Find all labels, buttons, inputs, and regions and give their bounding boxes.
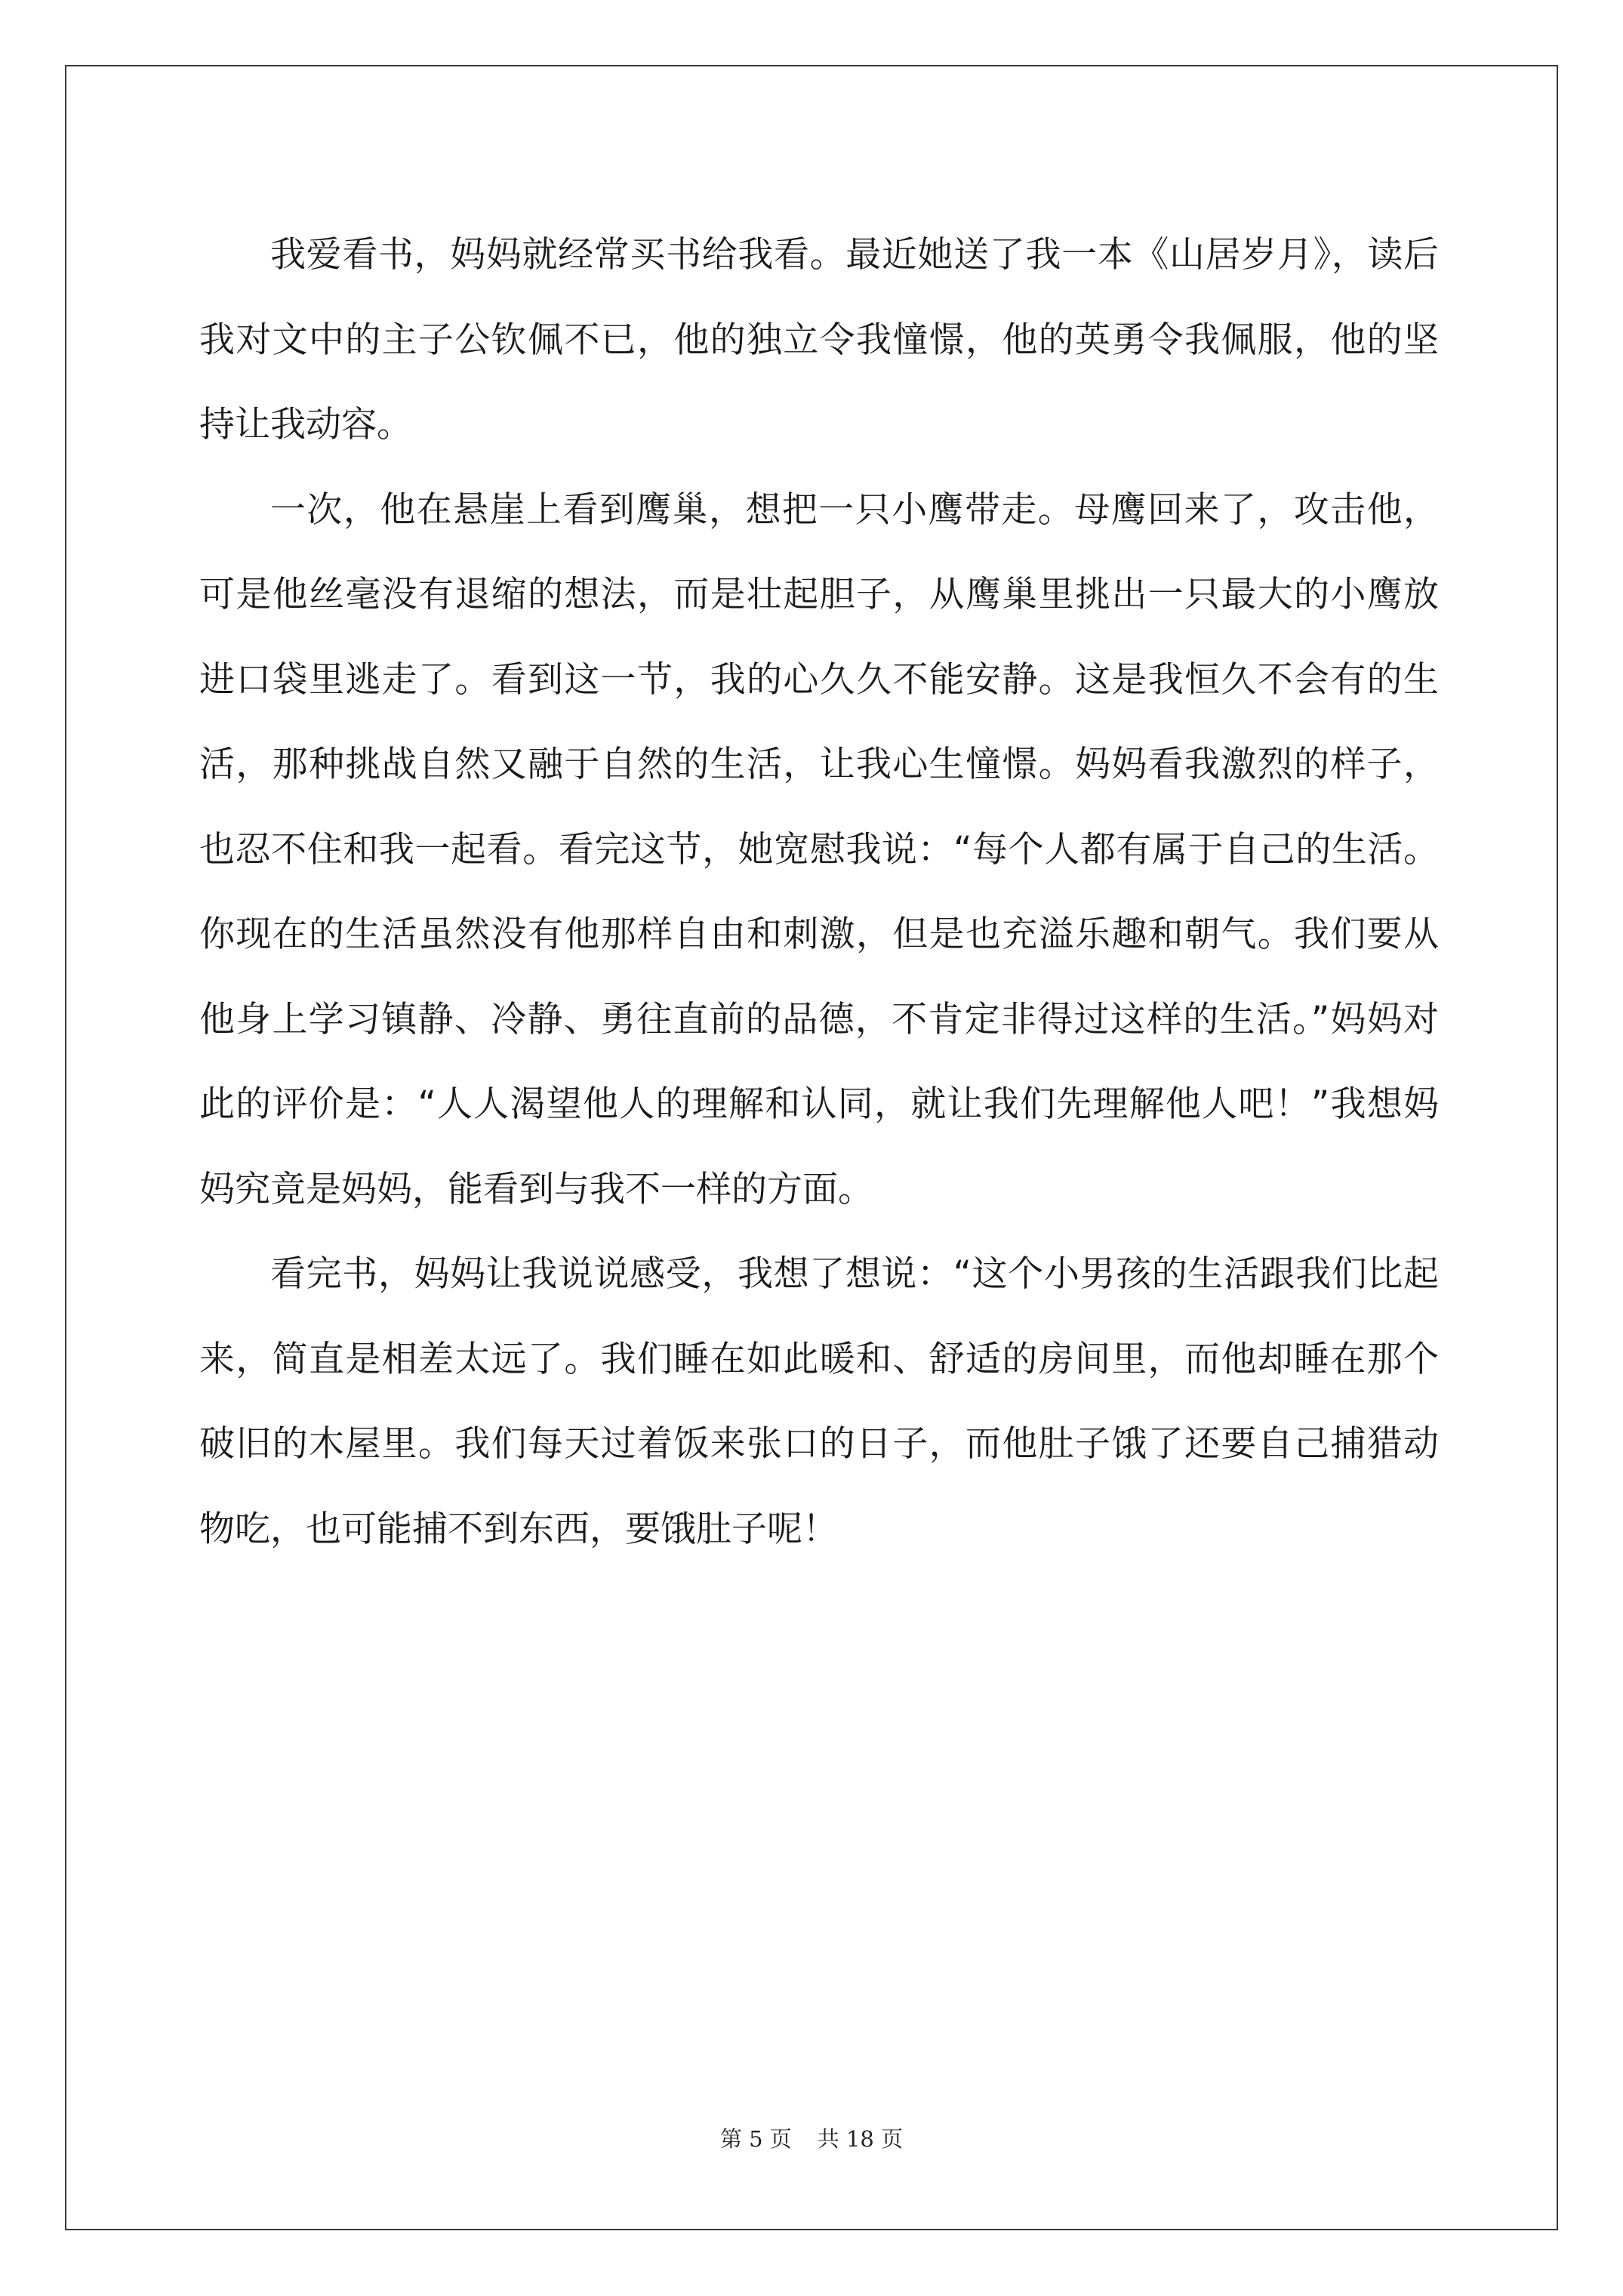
- paragraph: 我爱看书，妈妈就经常买书给我看。最近她送了我一本《山居岁月》，读后我对文中的主子公钦佩不已，他的独立令我憧憬，他的英勇令我佩服，他的坚持让我动容。: [199, 234, 1439, 445]
- paragraph: 一次，他在悬崖上看到鹰巢，想把一只小鹰带走。母鹰回来了，攻击他，可是他丝毫没有退缩的想法，而是壮起胆子，从鹰巢里挑出一只最大的小鹰放进口袋里逃走了。看到这一节，我的心久久不能安静。这是我恒久不会有的生活，那种挑战自然又融于自然的生活，让我心生憧憬。妈妈看我激烈的样子，也忍不住和我一起看。看完这节，她宽慰我说：“每个人都有属于自己的生活。你现在的生活虽然没有他那样自由和刺激，但是也充溢乐趣和朝气。我们要从他身上学习镇静、冷静、勇往直前的品德，不肯定非得过这样的生活。”妈妈对此的评价是：“人人渴望他人的理解和认同，就让我们先理解他人吧！”我想妈妈究竟是妈妈，能看到与我不一样的方面。: [199, 488, 1439, 1210]
- page-total: 共 18 页: [817, 2126, 904, 2152]
- document-body: [199, 213, 1439, 1572]
- page-number: 第 5 页: [719, 2126, 792, 2152]
- paragraph: 看完书，妈妈让我说说感受，我想了想说：“这个小男孩的生活跟我们比起来，简直是相差太远了。我们睡在如此暖和、舒适的房间里，而他却睡在那个破旧的木屋里。我们每天过着饭来张口的日子，而他肚子饿了还要自己捕猎动物吃，也可能捕不到东西，要饿肚子呢！: [199, 1253, 1439, 1550]
- page-footer: [0, 2122, 1623, 2153]
